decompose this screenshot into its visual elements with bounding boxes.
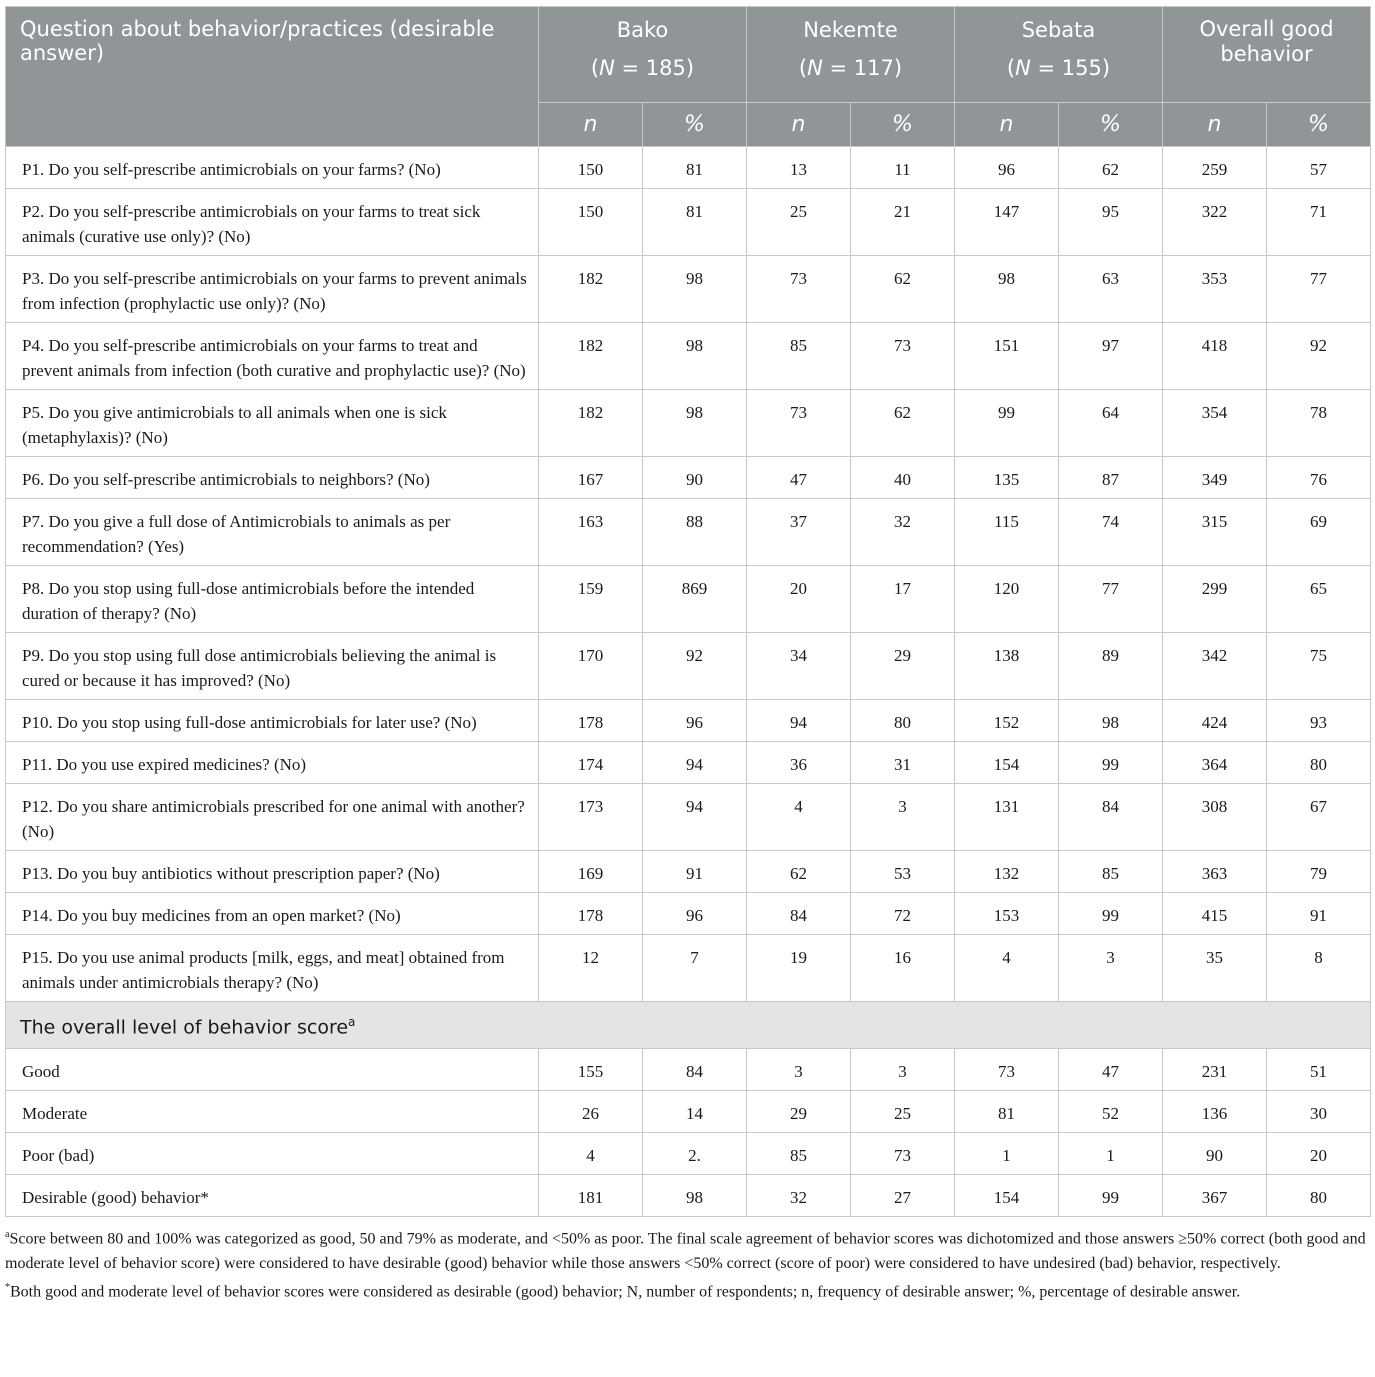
- count-cell: 47: [747, 457, 851, 499]
- group-header-sebata: [955, 7, 1163, 103]
- question-cell: P1. Do you self-prescribe antimicrobials on your farms? (No): [6, 147, 539, 189]
- footnote-star: *Both good and moderate level of behavior scores were considered as desirable (good) behavior; N, number of respondents; n, frequency of desirable answer; %, percentage of desirable answer.: [5, 1281, 1241, 1300]
- percent-cell: 69: [1267, 499, 1371, 566]
- count-cell: 150: [539, 189, 643, 256]
- percent-cell: 98: [643, 256, 747, 323]
- count-cell: 170: [539, 633, 643, 700]
- table-row: [6, 851, 1371, 893]
- count-cell: 154: [955, 742, 1059, 784]
- question-cell: P8. Do you stop using full-dose antimicrobials before the intended duration of therapy? (No): [6, 566, 539, 633]
- count-cell: 349: [1163, 457, 1267, 499]
- group-name: Nekemte: [803, 18, 898, 42]
- count-cell: 32: [747, 1175, 851, 1217]
- group-header-overall: [1163, 7, 1371, 103]
- count-cell: 363: [1163, 851, 1267, 893]
- percent-cell: 62: [1059, 147, 1163, 189]
- percent-cell: 16: [851, 935, 955, 1002]
- subheader-cell: %: [1059, 103, 1163, 147]
- section-row: [6, 1002, 1371, 1049]
- percent-cell: 3: [1059, 935, 1163, 1002]
- table-row: [6, 935, 1371, 1002]
- count-cell: 182: [539, 323, 643, 390]
- count-cell: 167: [539, 457, 643, 499]
- count-cell: 29: [747, 1091, 851, 1133]
- percent-cell: 76: [1267, 457, 1371, 499]
- count-cell: 36: [747, 742, 851, 784]
- percent-cell: 11: [851, 147, 955, 189]
- percent-cell: 99: [1059, 1175, 1163, 1217]
- group-count: (N = 185): [590, 56, 695, 80]
- percent-cell: 31: [851, 742, 955, 784]
- group-count: (N = 117): [798, 56, 903, 80]
- count-cell: 96: [955, 147, 1059, 189]
- percent-cell: 75: [1267, 633, 1371, 700]
- percent-cell: 3: [851, 1049, 955, 1091]
- count-cell: 20: [747, 566, 851, 633]
- percent-cell: 78: [1267, 390, 1371, 457]
- count-cell: 153: [955, 893, 1059, 935]
- table-row: [6, 742, 1371, 784]
- count-cell: 19: [747, 935, 851, 1002]
- subheader-cell: n: [955, 103, 1059, 147]
- percent-cell: 65: [1267, 566, 1371, 633]
- table-row: [6, 323, 1371, 390]
- table-footnotes: [5, 1217, 1370, 1304]
- count-cell: 163: [539, 499, 643, 566]
- percent-cell: 29: [851, 633, 955, 700]
- count-cell: 131: [955, 784, 1059, 851]
- count-cell: 182: [539, 256, 643, 323]
- count-cell: 259: [1163, 147, 1267, 189]
- count-cell: 37: [747, 499, 851, 566]
- table-row: [6, 1091, 1371, 1133]
- count-cell: 85: [747, 1133, 851, 1175]
- table-row: [6, 784, 1371, 851]
- percent-cell: 93: [1267, 700, 1371, 742]
- percent-cell: 95: [1059, 189, 1163, 256]
- percent-cell: 25: [851, 1091, 955, 1133]
- question-cell: P12. Do you share antimicrobials prescribed for one animal with another? (No): [6, 784, 539, 851]
- count-cell: 73: [955, 1049, 1059, 1091]
- percent-cell: 14: [643, 1091, 747, 1133]
- count-cell: 13: [747, 147, 851, 189]
- percent-cell: 73: [851, 1133, 955, 1175]
- question-cell: P9. Do you stop using full dose antimicrobials believing the animal is cured or because it has improved? (No): [6, 633, 539, 700]
- percent-cell: 67: [1267, 784, 1371, 851]
- count-cell: 26: [539, 1091, 643, 1133]
- count-cell: 147: [955, 189, 1059, 256]
- count-cell: 4: [955, 935, 1059, 1002]
- count-cell: 152: [955, 700, 1059, 742]
- question-cell: P15. Do you use animal products [milk, eggs, and meat] obtained from animals under antimicrobials therapy? (No): [6, 935, 539, 1002]
- table-row: [6, 1133, 1371, 1175]
- count-cell: 308: [1163, 784, 1267, 851]
- question-cell: P3. Do you self-prescribe antimicrobials on your farms to prevent animals from infection (prophylactic use only)? (No): [6, 256, 539, 323]
- percent-cell: 81: [643, 189, 747, 256]
- count-cell: 178: [539, 700, 643, 742]
- group-name: Overall good behavior: [1199, 17, 1334, 66]
- percent-cell: 96: [643, 893, 747, 935]
- percent-cell: 20: [1267, 1133, 1371, 1175]
- count-cell: 322: [1163, 189, 1267, 256]
- count-cell: 364: [1163, 742, 1267, 784]
- percent-cell: 77: [1059, 566, 1163, 633]
- count-cell: 94: [747, 700, 851, 742]
- percent-cell: 99: [1059, 742, 1163, 784]
- subheader-cell: n: [539, 103, 643, 147]
- question-cell: P14. Do you buy medicines from an open market? (No): [6, 893, 539, 935]
- count-cell: 418: [1163, 323, 1267, 390]
- count-cell: 120: [955, 566, 1059, 633]
- percent-cell: 51: [1267, 1049, 1371, 1091]
- count-cell: 138: [955, 633, 1059, 700]
- question-cell: Good: [6, 1049, 539, 1091]
- table-row: [6, 700, 1371, 742]
- subheader-cell: n: [1163, 103, 1267, 147]
- subheader-cell: %: [643, 103, 747, 147]
- question-cell: Poor (bad): [6, 1133, 539, 1175]
- question-cell: P13. Do you buy antibiotics without prescription paper? (No): [6, 851, 539, 893]
- percent-cell: 80: [1267, 742, 1371, 784]
- count-cell: 4: [747, 784, 851, 851]
- count-cell: 4: [539, 1133, 643, 1175]
- count-cell: 135: [955, 457, 1059, 499]
- question-cell: P4. Do you self-prescribe antimicrobials on your farms to treat and prevent animals from infection (both curative and prophylactic use)? (No): [6, 323, 539, 390]
- table-row: [6, 893, 1371, 935]
- count-cell: 367: [1163, 1175, 1267, 1217]
- question-cell: P10. Do you stop using full-dose antimicrobials for later use? (No): [6, 700, 539, 742]
- percent-cell: 1: [1059, 1133, 1163, 1175]
- question-cell: P5. Do you give antimicrobials to all animals when one is sick (metaphylaxis)? (No): [6, 390, 539, 457]
- percent-cell: 98: [643, 323, 747, 390]
- count-cell: 150: [539, 147, 643, 189]
- count-cell: 73: [747, 256, 851, 323]
- count-cell: 73: [747, 390, 851, 457]
- count-cell: 155: [539, 1049, 643, 1091]
- table-row: [6, 256, 1371, 323]
- percent-cell: 89: [1059, 633, 1163, 700]
- table-row: [6, 147, 1371, 189]
- percent-cell: 98: [643, 390, 747, 457]
- count-cell: 178: [539, 893, 643, 935]
- section-label: The overall level of behavior score$^a$: [6, 1002, 1371, 1049]
- count-cell: 12: [539, 935, 643, 1002]
- count-cell: 35: [1163, 935, 1267, 1002]
- count-cell: 315: [1163, 499, 1267, 566]
- percent-cell: 40: [851, 457, 955, 499]
- subheader-cell: %: [1267, 103, 1371, 147]
- question-cell: P7. Do you give a full dose of Antimicrobials to animals as per recommendation? (Yes): [6, 499, 539, 566]
- percent-cell: 97: [1059, 323, 1163, 390]
- count-cell: 3: [747, 1049, 851, 1091]
- percent-cell: 91: [1267, 893, 1371, 935]
- count-cell: 181: [539, 1175, 643, 1217]
- subheader-cell: %: [851, 103, 955, 147]
- percent-cell: 73: [851, 323, 955, 390]
- percent-cell: 47: [1059, 1049, 1163, 1091]
- count-cell: 136: [1163, 1091, 1267, 1133]
- percent-cell: 71: [1267, 189, 1371, 256]
- count-cell: 25: [747, 189, 851, 256]
- count-cell: 62: [747, 851, 851, 893]
- percent-cell: 53: [851, 851, 955, 893]
- question-cell: Moderate: [6, 1091, 539, 1133]
- count-cell: 98: [955, 256, 1059, 323]
- count-cell: 81: [955, 1091, 1059, 1133]
- question-cell: Desirable (good) behavior*: [6, 1175, 539, 1217]
- percent-cell: 63: [1059, 256, 1163, 323]
- count-cell: 90: [1163, 1133, 1267, 1175]
- table-wrapper: [5, 6, 1370, 1304]
- count-cell: 424: [1163, 700, 1267, 742]
- percent-cell: 8: [1267, 935, 1371, 1002]
- percent-cell: 3: [851, 784, 955, 851]
- count-cell: 353: [1163, 256, 1267, 323]
- table-row: [6, 566, 1371, 633]
- percent-cell: 92: [1267, 323, 1371, 390]
- percent-cell: 52: [1059, 1091, 1163, 1133]
- count-cell: 132: [955, 851, 1059, 893]
- table-row: [6, 1175, 1371, 1217]
- count-cell: 115: [955, 499, 1059, 566]
- percent-cell: 27: [851, 1175, 955, 1217]
- count-cell: 154: [955, 1175, 1059, 1217]
- group-count: (N = 155): [1006, 56, 1111, 80]
- count-cell: 299: [1163, 566, 1267, 633]
- percent-cell: 85: [1059, 851, 1163, 893]
- count-cell: 354: [1163, 390, 1267, 457]
- percent-cell: 72: [851, 893, 955, 935]
- percent-cell: 91: [643, 851, 747, 893]
- percent-cell: 62: [851, 390, 955, 457]
- behavior-table: [5, 6, 1371, 1217]
- footnote-a: $^a$Score between 80 and 100% was categorized as good, 50 and 79% as moderate, and <50% as poor. The final scale agreement of behavior scores was dichotomized and those answers ≥50% correct (both good and moderate level of behavior score) were considered to have desirable (good) behavior while those answers <50% correct (score of poor) were considered to have undesired (bad) behavior, respectively.: [5, 1229, 1366, 1272]
- count-cell: 151: [955, 323, 1059, 390]
- percent-cell: 80: [1267, 1175, 1371, 1217]
- count-cell: 159: [539, 566, 643, 633]
- percent-cell: 88: [643, 499, 747, 566]
- percent-cell: 74: [1059, 499, 1163, 566]
- percent-cell: 57: [1267, 147, 1371, 189]
- question-cell: P2. Do you self-prescribe antimicrobials on your farms to treat sick animals (curative use only)? (No): [6, 189, 539, 256]
- count-cell: 169: [539, 851, 643, 893]
- percent-cell: 30: [1267, 1091, 1371, 1133]
- percent-cell: 98: [1059, 700, 1163, 742]
- count-cell: 99: [955, 390, 1059, 457]
- count-cell: 182: [539, 390, 643, 457]
- count-cell: 342: [1163, 633, 1267, 700]
- count-cell: 34: [747, 633, 851, 700]
- table-header: [6, 7, 1371, 147]
- group-name: Sebata: [1021, 18, 1096, 42]
- count-cell: 415: [1163, 893, 1267, 935]
- table-row: [6, 189, 1371, 256]
- percent-cell: 7: [643, 935, 747, 1002]
- percent-cell: 17: [851, 566, 955, 633]
- percent-cell: 32: [851, 499, 955, 566]
- group-name: Bako: [616, 18, 669, 42]
- question-column-header: Question about behavior/practices (desirable answer): [6, 7, 539, 147]
- count-cell: 173: [539, 784, 643, 851]
- percent-cell: 2.: [643, 1133, 747, 1175]
- percent-cell: 79: [1267, 851, 1371, 893]
- table-row: [6, 633, 1371, 700]
- percent-cell: 96: [643, 700, 747, 742]
- percent-cell: 77: [1267, 256, 1371, 323]
- percent-cell: 99: [1059, 893, 1163, 935]
- percent-cell: 84: [1059, 784, 1163, 851]
- group-header-bako: [539, 7, 747, 103]
- table-body: [6, 147, 1371, 1217]
- question-cell: P11. Do you use expired medicines? (No): [6, 742, 539, 784]
- table-row: [6, 390, 1371, 457]
- percent-cell: 92: [643, 633, 747, 700]
- percent-cell: 62: [851, 256, 955, 323]
- count-cell: 231: [1163, 1049, 1267, 1091]
- question-cell: P6. Do you self-prescribe antimicrobials to neighbors? (No): [6, 457, 539, 499]
- count-cell: 84: [747, 893, 851, 935]
- percent-cell: 869: [643, 566, 747, 633]
- table-row: [6, 1049, 1371, 1091]
- percent-cell: 90: [643, 457, 747, 499]
- group-header-nekemte: [747, 7, 955, 103]
- percent-cell: 81: [643, 147, 747, 189]
- percent-cell: 94: [643, 742, 747, 784]
- percent-cell: 84: [643, 1049, 747, 1091]
- percent-cell: 98: [643, 1175, 747, 1217]
- percent-cell: 21: [851, 189, 955, 256]
- percent-cell: 64: [1059, 390, 1163, 457]
- subheader-cell: n: [747, 103, 851, 147]
- table-row: [6, 499, 1371, 566]
- count-cell: 85: [747, 323, 851, 390]
- percent-cell: 80: [851, 700, 955, 742]
- percent-cell: 87: [1059, 457, 1163, 499]
- table-row: [6, 457, 1371, 499]
- count-cell: 1: [955, 1133, 1059, 1175]
- count-cell: 174: [539, 742, 643, 784]
- percent-cell: 94: [643, 784, 747, 851]
